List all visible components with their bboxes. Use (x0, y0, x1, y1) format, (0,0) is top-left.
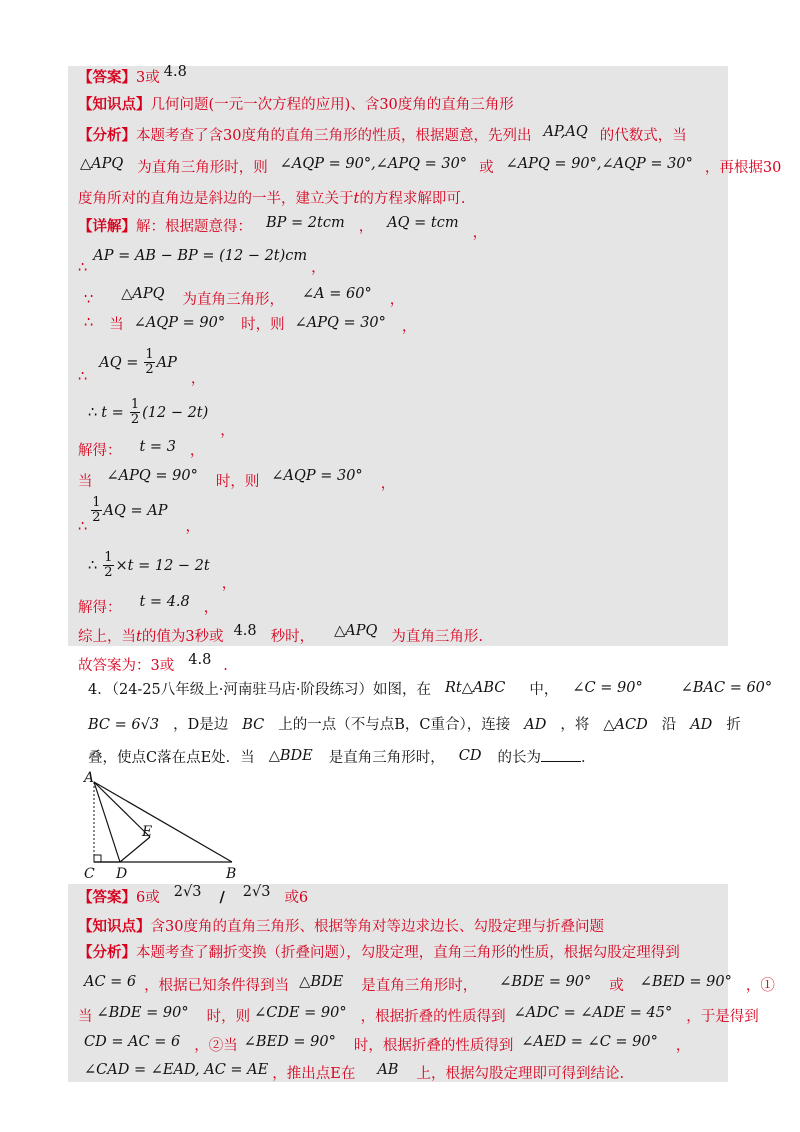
analysis-text: ，②当 (194, 1038, 238, 1054)
summary-text: 秒时， (270, 629, 315, 645)
math-triangle-acd: △ACD (603, 717, 648, 733)
math-ab: AB (377, 1062, 399, 1078)
analysis-text: ，根据折叠的性质得到 (360, 1009, 506, 1025)
question-text: ，将 (560, 717, 590, 733)
q4-answer-line (78, 884, 309, 908)
punct: ， (358, 219, 374, 235)
analysis-text: ，① (745, 978, 775, 994)
knowledge-text: 几何问题(一元一次方程的应用)、含30度角的直角三角形 (150, 97, 514, 113)
punct: ， (389, 292, 405, 308)
step-text: 时，则 (241, 317, 285, 333)
detail-tag: 【详解】 (78, 218, 136, 235)
step-ap (78, 246, 326, 276)
math-ap-var: AP (156, 354, 177, 371)
math-bc-var: BC (242, 717, 265, 733)
label-c: C (84, 866, 95, 880)
q4-analysis-line-5 (78, 1060, 624, 1080)
math-angle-cde: ∠CDE = 90° (254, 1005, 347, 1021)
final-answer-line (78, 650, 228, 674)
analysis-text: ，推出点E在 (272, 1066, 356, 1082)
final-text: . (223, 658, 228, 674)
math-cd: CD (458, 748, 482, 764)
analysis-line-1 (78, 126, 687, 146)
math-angle-bed: ∠BED = 90° (243, 1034, 336, 1050)
fraction-half (130, 398, 140, 427)
math-2sqrt3: 2√3 (242, 884, 271, 900)
q4-analysis-line-2 (78, 972, 775, 992)
step-text: 当 (78, 474, 93, 490)
therefore-symbol: ∴ (88, 557, 98, 574)
question-text: 是直角三角形时， (328, 750, 445, 766)
math-angle-a: ∠A = 60° (302, 286, 372, 302)
question-text: 叠，使点C落在点E处．当 (88, 750, 255, 766)
math-times-t: ×t = 12 − 2t (115, 557, 210, 574)
analysis-text: ，再根据30 (704, 160, 782, 176)
math-condition-2: ∠APQ = 90°,∠AQP = 30° (505, 156, 693, 172)
answer-tag: 【答案】 (78, 889, 136, 906)
math-paren: (12 − 2t) (142, 404, 209, 421)
punct: ， (401, 319, 417, 335)
math-angle-bed: ∠BED = 90° (639, 974, 732, 990)
math-angle-bde: ∠BDE = 90° (499, 974, 592, 990)
step-case2 (78, 466, 396, 492)
label-d: D (116, 866, 128, 880)
summary-text: 为直角三角形. (391, 629, 484, 645)
summary-line (78, 621, 484, 645)
knowledge-text: 含30度角的直角三角形、根据等角对等边求边长、勾股定理与折叠问题 (150, 919, 604, 935)
math-triangle-apq: △APQ (121, 286, 165, 302)
math-angle-apq: ∠APQ = 30° (294, 315, 386, 331)
punct: ， (190, 370, 206, 387)
fraction-den: 2 (104, 565, 113, 580)
math-aq-lhs: AQ = (99, 354, 139, 371)
math-t48: t = 4.8 (139, 594, 190, 610)
math-bc: BC = 6√3 (88, 717, 160, 733)
label-a: A (84, 770, 95, 786)
fraction-den: 2 (130, 412, 140, 427)
answer-value: 4.8 (163, 64, 187, 80)
analysis-tag: 【分析】 (78, 127, 136, 144)
analysis-text: 或 (609, 978, 624, 994)
math-angle-bde: ∠BDE = 90° (96, 1005, 189, 1021)
analysis-text: 的代数式，当 (599, 128, 687, 144)
step-solve-2 (78, 592, 219, 616)
math-48: 4.8 (188, 652, 212, 668)
step-text: 解得： (78, 443, 122, 459)
math-ap: AP = AB − BP = (12 − 2t)cm (93, 248, 308, 264)
segment-ab (94, 782, 232, 862)
analysis-text: 当 (78, 1009, 93, 1025)
step-text: 解得： (78, 600, 122, 616)
slash: / (219, 889, 225, 906)
summary-text: 的值为3秒或 (141, 629, 224, 645)
detail-text: 解：根据题意得： (136, 219, 252, 235)
math-bp: BP = 2tcm (266, 215, 345, 231)
math-angle-aqp: ∠AQP = 90° (133, 315, 226, 331)
math-ac6: AC = 6 (84, 974, 137, 990)
knowledge-tag: 【知识点】 (78, 918, 151, 935)
math-angle-aed: ∠AED = ∠C = 90° (521, 1034, 658, 1050)
triangle-figure (82, 770, 252, 880)
question-4-line-2 (88, 715, 741, 735)
math-angle-aqp: ∠AQP = 30° (271, 468, 363, 484)
detail-line-1 (78, 215, 488, 241)
var-t: t (353, 191, 360, 207)
math-rt-abc: Rt△ABC (445, 680, 506, 696)
math-angle-bac: ∠BAC = 60° (680, 680, 773, 696)
math-2sqrt3: 2√3 (173, 884, 202, 900)
math-t-lhs: t = (101, 404, 124, 421)
q4-knowledge-line (78, 917, 604, 937)
analysis-text: 本题考查了翻折变换（折叠问题），勾股定理，直角三角形的性质，根据勾股定理得到 (136, 945, 680, 961)
math-angle-c: ∠C = 90° (572, 680, 643, 696)
answer-blank (541, 747, 581, 762)
analysis-text: 或 (479, 160, 494, 176)
question-text: 中， (529, 682, 559, 698)
math-angle-cad: ∠CAD = ∠EAD, AC = AE (84, 1062, 269, 1078)
question-4-line-1 (88, 680, 796, 700)
analysis-text: 时，则 (206, 1009, 251, 1025)
math-48: 4.8 (233, 623, 257, 639)
question-4-line-3 (88, 747, 595, 768)
therefore-symbol: ∴ (78, 518, 88, 535)
final-text: 故答案为：3或 (78, 658, 175, 674)
segment-de (120, 837, 150, 862)
analysis-line-3 (78, 189, 465, 209)
therefore-symbol: ∴ (84, 315, 94, 331)
fraction-num: 1 (104, 550, 113, 565)
question-text: 折 (726, 717, 741, 733)
analysis-text: 度角所对的直角边是斜边的一半，建立关于 (78, 191, 354, 207)
math-triangle-bde: △BDE (299, 974, 344, 990)
math-angle-apq: ∠APQ = 90° (106, 468, 198, 484)
q4-analysis-line-3 (78, 1003, 759, 1023)
analysis-text: ， (675, 1038, 691, 1054)
analysis-tag: 【分析】 (78, 944, 136, 961)
answer-text: 3或 (136, 70, 160, 86)
step-solve-1 (78, 437, 204, 457)
question-text: （24-25八年级上·河南驻马店·阶段练习）如图，在 (111, 682, 432, 698)
punct: ， (221, 575, 237, 592)
math-ap-aq: AP,AQ (543, 124, 588, 140)
fraction-num: 1 (130, 397, 140, 412)
punct: ， (189, 443, 205, 459)
math-ad: AD (524, 717, 547, 733)
fraction-half (103, 551, 113, 580)
analysis-line-2 (78, 158, 781, 178)
step-because (84, 284, 405, 308)
math-aq-eq-ap: AQ = AP (103, 502, 168, 519)
fraction-num: 1 (145, 347, 154, 362)
step-text: 为直角三角形， (182, 292, 285, 308)
summary-text: 综上，当 (78, 629, 136, 645)
question-number: 4． (88, 682, 112, 698)
punct: ， (472, 225, 488, 241)
label-e: E (142, 824, 153, 840)
analysis-text: 为直角三角形时，则 (137, 160, 268, 176)
fraction-half (144, 348, 154, 377)
punct: ， (185, 518, 200, 535)
math-condition-1: ∠AQP = 90°,∠APQ = 30° (279, 156, 468, 172)
var-t: t (136, 629, 142, 645)
step-half-t (84, 550, 237, 592)
question-text: 的长为 (497, 750, 541, 766)
knowledge-tag: 【知识点】 (78, 96, 151, 113)
label-b: B (226, 866, 237, 880)
math-cd-ac: CD = AC = 6 (84, 1034, 181, 1050)
math-t3: t = 3 (139, 439, 176, 455)
fraction-den: 2 (145, 362, 154, 377)
because-symbol: ∵ (84, 292, 94, 308)
therefore-symbol: ∴ (78, 368, 88, 385)
q4-analysis-line-4 (78, 1032, 690, 1052)
question-text: ，D是边 (173, 717, 229, 733)
right-angle-mark (94, 855, 101, 862)
answer-text: 或6 (284, 890, 309, 906)
step-text: 时，则 (215, 474, 260, 490)
question-text: ． (580, 750, 596, 766)
step-aq-half (78, 347, 206, 387)
step-text: 当 (109, 317, 124, 333)
fraction-den: 2 (92, 510, 101, 525)
question-text: 沿 (661, 717, 677, 733)
math-triangle-apq: △APQ (80, 156, 124, 172)
therefore-symbol: ∴ (88, 404, 98, 421)
punct: ， (380, 476, 396, 492)
therefore-symbol: ∴ (78, 260, 88, 276)
q4-analysis-line-1 (78, 943, 680, 963)
math-angle-adc: ∠ADC = ∠ADE = 45° (513, 1005, 673, 1021)
punct: ， (220, 422, 235, 439)
math-aq: AQ = tcm (387, 215, 459, 231)
math-triangle-bde: △BDE (268, 748, 313, 764)
analysis-text: 上，根据勾股定理即可得到结论. (416, 1066, 625, 1082)
analysis-text: 本题考查了含30度角的直角三角形的性质，根据题意，先列出 (136, 128, 532, 144)
punct: ， (311, 260, 326, 276)
math-ad: AD (690, 717, 713, 733)
fraction-num: 1 (92, 495, 101, 510)
knowledge-line (78, 95, 514, 115)
step-t-eq (84, 397, 235, 439)
analysis-text: ，于是得到 (686, 1009, 759, 1025)
punct: ， (203, 600, 219, 616)
analysis-text: 的方程求解即可. (359, 191, 466, 207)
answer-line (78, 64, 191, 88)
answer-tag: 【答案】 (78, 69, 136, 86)
step-case1 (84, 313, 416, 333)
analysis-text: ，根据已知条件得到当 (144, 978, 290, 994)
analysis-text: 是直角三角形时， (361, 978, 478, 994)
question-text: 上的一点（不与点B，C重合），连接 (278, 717, 511, 733)
step-half-aq (78, 495, 200, 535)
math-triangle-apq: △APQ (334, 623, 378, 639)
answer-text: 6或 (136, 890, 160, 906)
analysis-text: 时，根据折叠的性质得到 (353, 1038, 514, 1054)
fraction-half (91, 496, 101, 525)
